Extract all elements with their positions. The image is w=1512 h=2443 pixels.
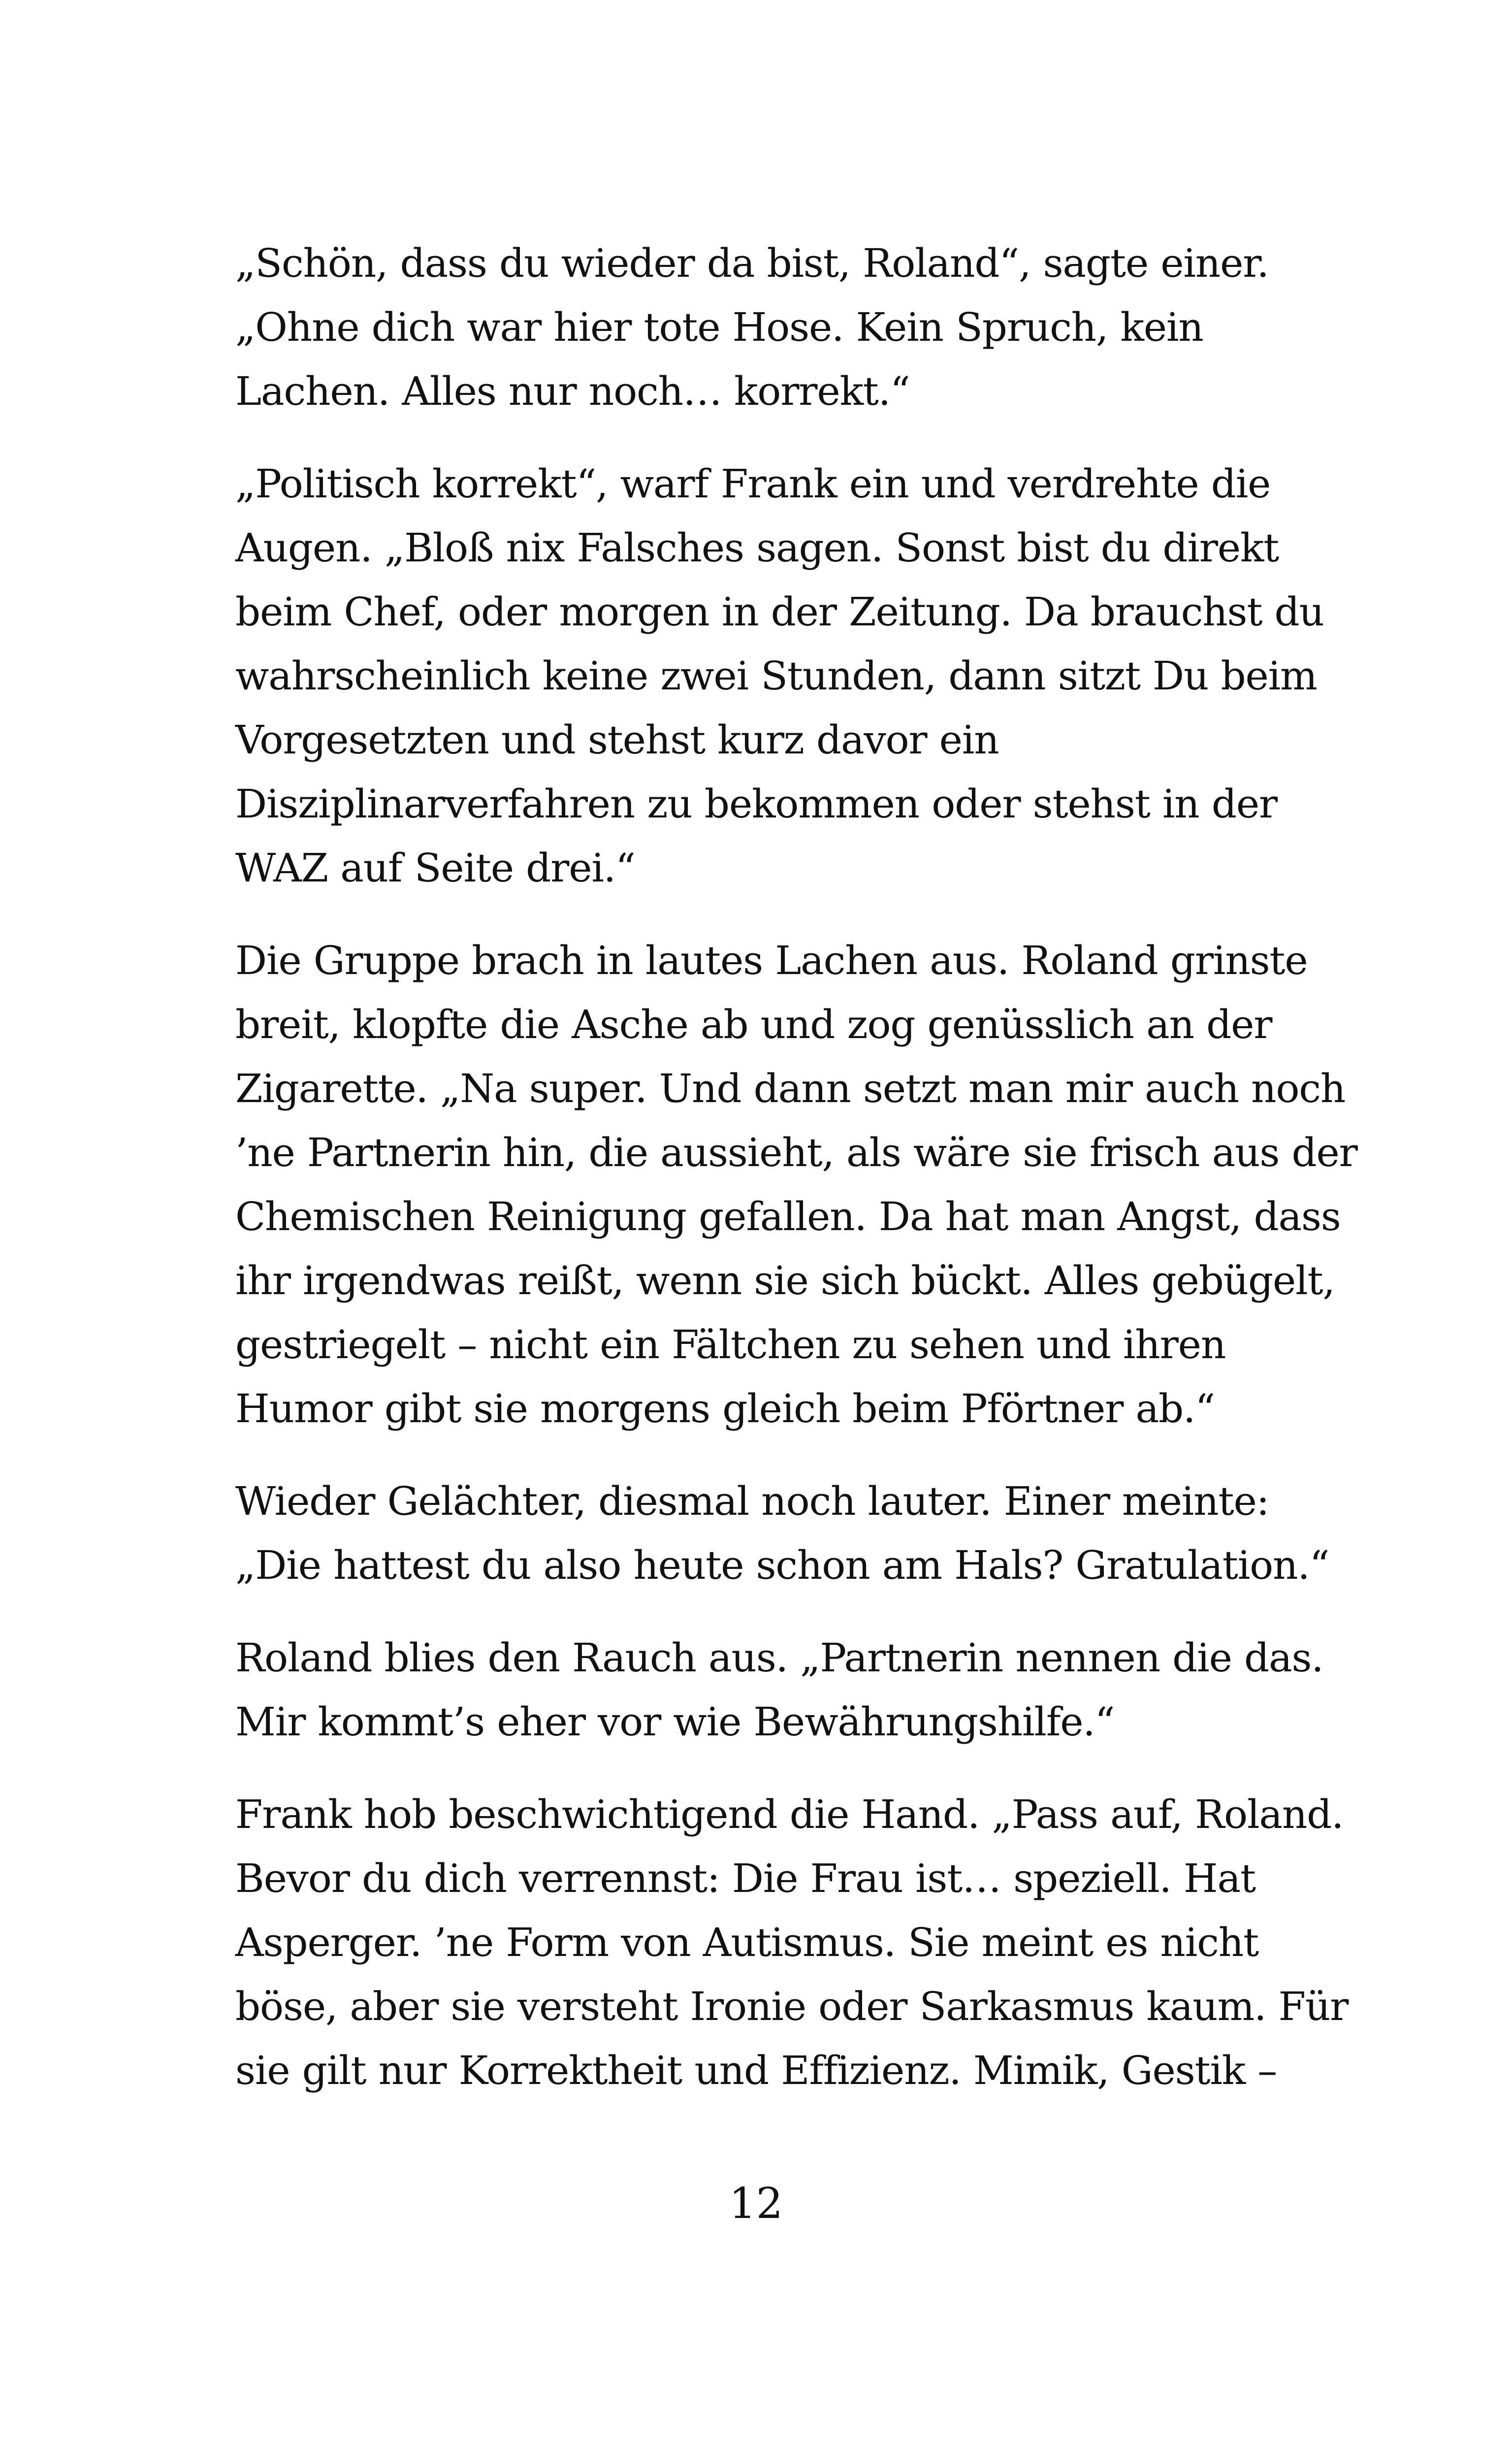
text-line: Die Gruppe brach in lautes Lachen aus. Roland grinste (235, 938, 1308, 983)
text-line: Humor gibt sie morgens gleich beim Pförtner ab.“ (235, 1386, 1215, 1432)
text-line: „Ohne dich war hier tote Hose. Kein Spruch, kein (235, 304, 1203, 350)
text-line: Wieder Gelächter, diesmal noch lauter. Einer meinte: (235, 1478, 1269, 1524)
text-line: Mir kommt’s eher vor wie Bewährungshilfe.“ (235, 1699, 1115, 1745)
text-line: WAZ auf Seite drei.“ (235, 845, 635, 891)
text-line: ’ne Partnerin hin, die aussieht, als wäre sie frisch aus der (235, 1130, 1357, 1175)
text-line: sie gilt nur Korrektheit und Effizienz. Mimik, Gestik – (235, 2048, 1277, 2093)
text-line: „Die hattest du also heute schon am Hals? Gratulation.“ (235, 1542, 1329, 1588)
text-line: beim Chef, oder morgen in der Zeitung. Da brauchst du (235, 589, 1324, 635)
text-line: breit, klopfte die Asche ab und zog genüsslich an der (235, 1002, 1272, 1047)
text-line: wahrscheinlich keine zwei Stunden, dann sitzt Du beim (235, 653, 1317, 699)
text-line: Roland blies den Rauch aus. „Partnerin nennen die das. (235, 1635, 1323, 1681)
text-line: Vorgesetzten und stehst kurz davor ein (235, 717, 999, 763)
text-line: böse, aber sie versteht Ironie oder Sarkasmus kaum. Für (235, 1984, 1349, 2029)
text-line: „Schön, dass du wieder da bist, Roland“, sagte einer. (235, 240, 1269, 286)
paragraph (235, 929, 1357, 1441)
text-line: Lachen. Alles nur noch… korrekt.“ (235, 368, 910, 414)
text-line: ihr irgendwas reißt, wenn sie sich bückt. Alles gebügelt, (235, 1258, 1335, 1303)
text-line: Zigarette. „Na super. Und dann setzt man mir auch noch (235, 1066, 1346, 1111)
text-line: gestriegelt – nicht ein Fältchen zu sehen und ihren (235, 1322, 1226, 1368)
paragraph (235, 1783, 1349, 2103)
text-line: „Politisch korrekt“, warf Frank ein und verdrehte die (235, 461, 1271, 507)
body-text (235, 231, 1357, 2131)
page-number: 12 (729, 2179, 783, 2228)
text-line: Asperger. ’ne Form von Autismus. Sie meint es nicht (235, 1920, 1259, 1965)
text-line: Disziplinarverfahren zu bekommen oder stehst in der (235, 781, 1278, 827)
text-line: Frank hob beschwichtigend die Hand. „Pass auf, Roland. (235, 1792, 1344, 1837)
text-line: Augen. „Bloß nix Falsches sagen. Sonst bist du direkt (235, 525, 1279, 571)
text-line: Chemischen Reinigung gefallen. Da hat man Angst, dass (235, 1194, 1341, 1239)
paragraph (235, 1626, 1323, 1754)
paragraph (235, 452, 1324, 900)
paragraph (235, 1469, 1329, 1597)
paragraph (235, 231, 1309, 423)
text-line: Bevor du dich verrennst: Die Frau ist… speziell. Hat (235, 1856, 1255, 1901)
